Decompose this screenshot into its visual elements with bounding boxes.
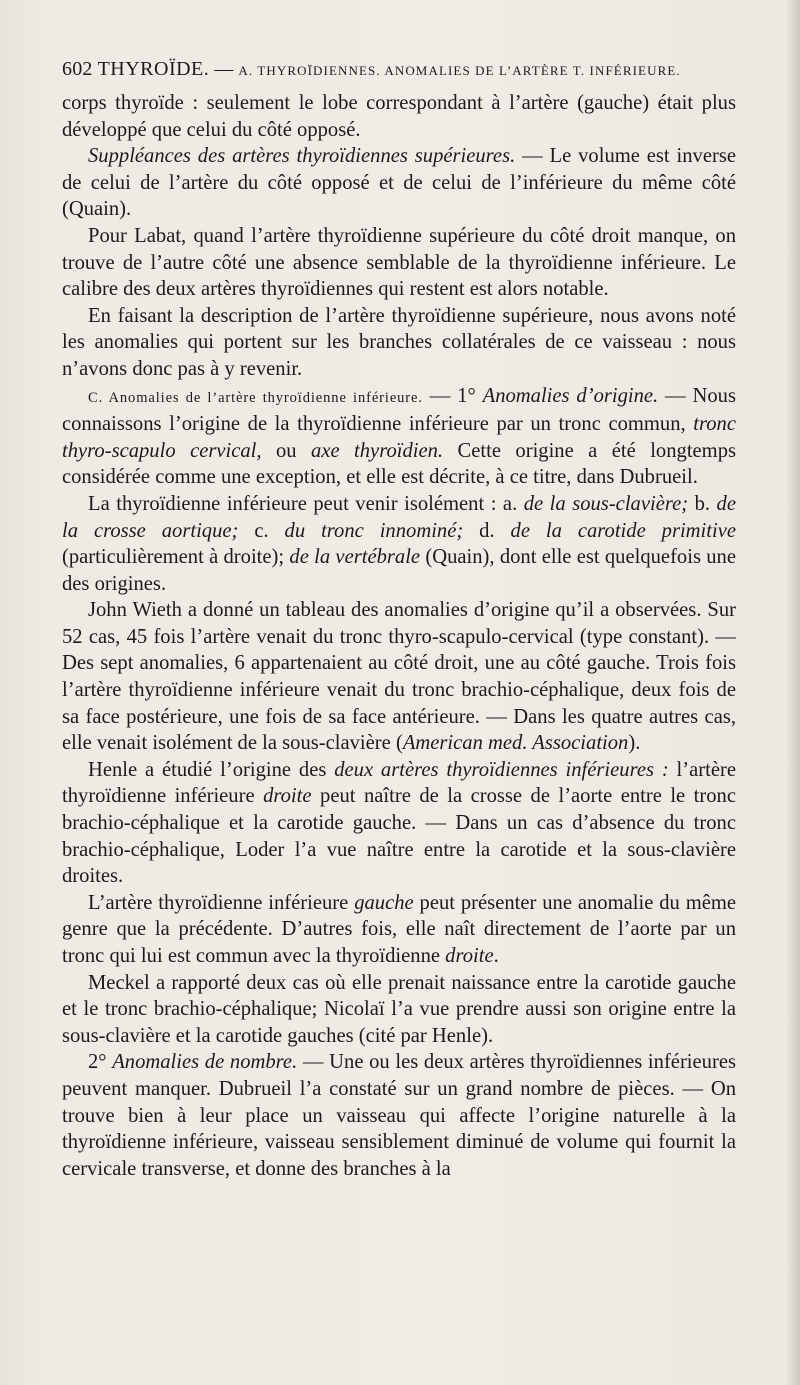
paragraph [62,890,736,970]
paragraph-text: — 1° [422,384,483,407]
paragraph [62,383,736,491]
italic-heading: Anomalies de nombre. [112,1051,298,1074]
italic-term: droite [445,945,494,967]
paragraph-text: John Wieth a donné un tableau des anomalies d’origine qu’il a observées. Sur 52 cas, 45 fois l’artère venait du tronc thyro-scapulo-cervical (type constant). — Des sept anomalies, 6 appartenaient au côté droit, une au côté gauche. Trois fois l’artère thyroïdienne inférieure venait du tronc brachio-céphalique, deux fois de sa face postérieure, une fois de sa face antérieure. — Dans les quatre autres cas, elle venait isolément de la sous-clavière ( [62,599,736,755]
paragraph-text: corps thyroïde : seulement le lobe correspondant à l’artère (gauche) était plus développé que celui du côté opposé. [62,92,736,141]
paragraph-text: l’artère thyroïdienne inférieure [62,758,736,808]
header-title: THYROÏDE. [97,58,210,80]
body-text [62,90,736,1182]
paragraph [62,597,736,757]
paragraph-text: Cette origine a été longtemps considérée comme une exception, et elle est décrite, à ce titre, dans Dubrueil. [62,439,737,489]
italic-term: deux artères thyroïdiennes inférieures : [334,758,669,781]
italic-term: gauche [354,891,414,914]
paragraph [62,970,736,1050]
paragraph [62,303,736,383]
paragraph-text: ). [628,732,641,755]
paragraph-text: peut naître de la crosse de l’aorte entre le tronc brachio-céphalique et la carotide gauche. — Dans un cas d’absence du tronc brachio-céphalique, Loder l’a vue naître entre la carotide et la sous-clavière droites. [62,785,736,888]
page-number: 602 [62,58,93,80]
paragraph-text: En faisant la description de l’artère thyroïdienne supérieure, nous avons noté les anomalies qui portent sur les branches collatérales de ce vaisseau : nous n’avons donc pas à y revenir. [62,304,736,380]
paragraph-text: — Nous connaissons l’origine de la thyroïdienne inférieure par un tronc commun, [62,384,736,436]
italic-term: droite [263,785,312,808]
italic-term: de la sous-clavière; [523,492,689,515]
paragraph-text: — Le volume est inverse de celui de l’artère du côté opposé et de celui de l’inférieure du même côté (Quain). [62,145,736,221]
italic-term: tronc thyro-scapulo cervical, [62,413,736,462]
italic-term: axe thyroïdien. [311,439,444,462]
paragraph-text: d. [463,519,511,542]
paragraph [62,90,736,143]
paragraph-text: . [493,945,499,967]
paragraph-text: L’artère thyroïdienne inférieure [88,891,355,914]
paragraph [62,1049,736,1182]
header-section: A. THYROÏDIENNES. ANOMALIES DE L’ARTÈRE T. INFÉRIEURE. [238,63,681,78]
paragraph [62,757,736,890]
running-header [62,58,734,81]
italic-heading: Anomalies d’origine. [482,384,659,407]
paragraph-text: Meckel a rapporté deux cas où elle prenait naissance entre la carotide gauche et le tronc brachio-céphalique; Nicolaï l’a vue prendre aussi son origine entre la sous-clavière et la carotide gauches (cité par Henle). [62,971,736,1047]
paragraph-text: (particulièrement à droite); [62,546,290,569]
paragraph-text: 2° [88,1051,113,1074]
paragraph-text: c. [238,519,285,542]
paragraph-text: Pour Labat, quand l’artère thyroïdienne supérieure du côté droit manque, on trouve de l’autre côté une absence semblable de la thyroïdienne inférieure. Le calibre des deux artères thyroïdiennes qui restent est alors notable. [62,224,736,301]
paragraph-text: (Quain), dont elle est quelquefois une des origines. [62,546,736,595]
italic-term: de la vertébrale [289,546,421,569]
paragraph [62,143,736,223]
italic-term: du tronc innominé; [284,519,464,542]
paragraph-text: La thyroïdienne inférieure peut venir isolément : a. [88,492,524,515]
section-heading: C. Anomalies de l’artère thyroïdienne inférieure. [88,389,423,406]
paragraph-text: ou [261,439,312,462]
paragraph [62,491,736,597]
header-dash: — [214,59,234,80]
italic-citation: American med. Association [402,732,629,755]
italic-term: de la crosse aortique; [62,492,736,542]
paragraph-text: Henle a étudié l’origine des [88,758,335,781]
paragraph-text: b. [688,492,717,515]
page-edge-shadow [786,0,800,1385]
italic-heading: Suppléances des artères thyroïdiennes supérieures. [88,145,516,168]
italic-term: de la carotide primitive [510,519,736,542]
paragraph-text: peut présenter une anomalie du même genre que la précédente. D’autres fois, elle naît directement de l’aorte par un tronc qui lui est commun avec la thyroïdienne [62,891,737,967]
paragraph-text: — Une ou les deux artères thyroïdiennes inférieures peuvent manquer. Dubrueil l’a constaté sur un grand nombre de pièces. — On trouve bien à leur place un vaisseau qui affecte l’origine naturelle à la thyroïdienne inférieure, vaisseau sensiblement diminué de volume qui fournit la cervicale transverse, et donne des branches à la [62,1051,736,1180]
paragraph [62,223,736,303]
